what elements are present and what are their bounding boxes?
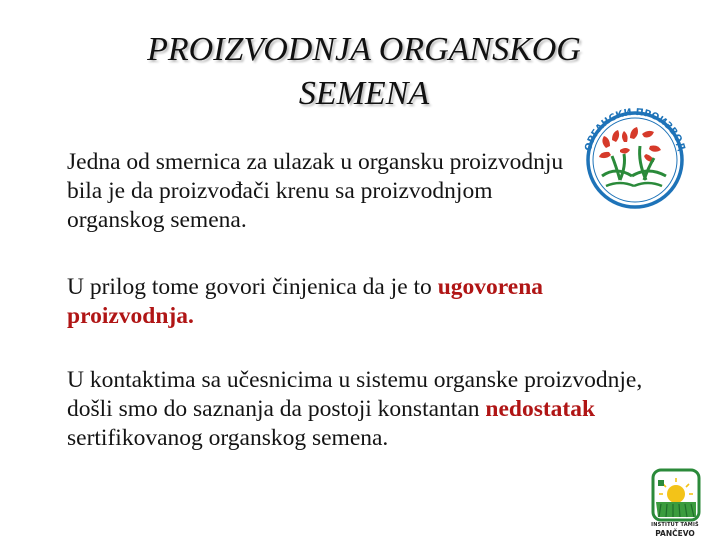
paragraph-3-text-after: sertifikovanog organskog semena. — [67, 425, 389, 451]
paragraph-3 — [67, 366, 657, 453]
institute-city: PANČEVO — [655, 529, 695, 538]
paragraph-3-text-before: U kontaktima sa učesnicima u sistemu organske proizvodnje, došli smo do saznanja da postoji konstantan — [67, 367, 643, 422]
organic-product-seal-icon — [562, 102, 708, 210]
organic-seal-text: ОРГАНСКИ ПРОИЗВОД — [582, 106, 688, 153]
institute-name: INSTITUT TAMIŠ — [651, 522, 699, 528]
paragraph-2-highlight: ugovorena proizvodnja. — [67, 274, 544, 329]
paragraph-3-highlight: nedostatak — [485, 396, 596, 422]
paragraph-1: Jedna od smernica za ulazak u organsku proizvodnju bila je da proizvođači krenu sa proizvodnjom organskog semena. — [67, 149, 564, 233]
title-line-1: PROIZVODNJA ORGANSKOG — [147, 31, 581, 68]
paragraph-2 — [67, 273, 667, 331]
title-line-2: SEMENA — [298, 75, 430, 112]
paragraph-2-text: U prilog tome govori činjenica da je to — [67, 274, 438, 300]
